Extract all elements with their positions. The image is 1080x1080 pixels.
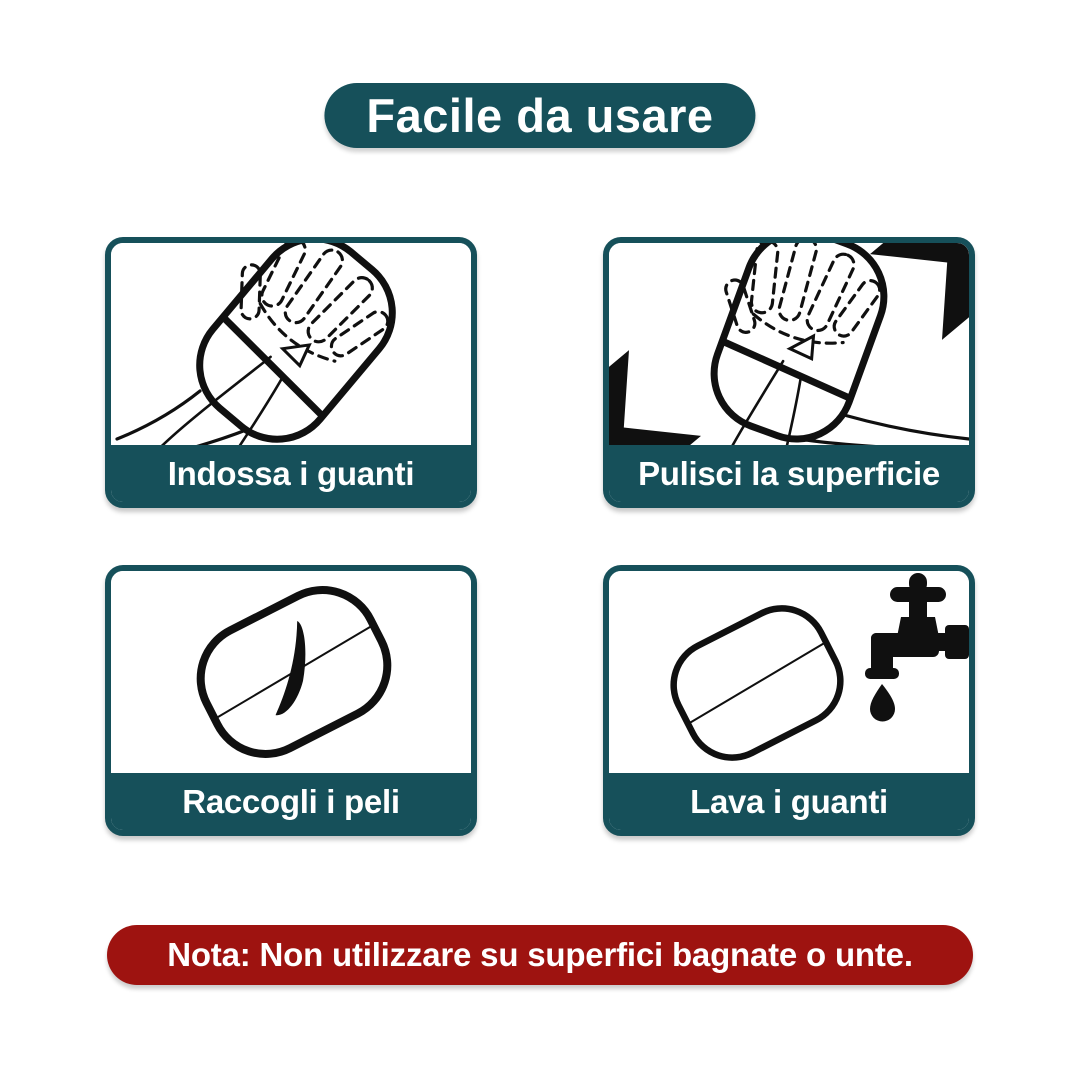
- wear-glove-icon: [111, 243, 471, 445]
- water-drop-icon: [870, 684, 895, 722]
- step-caption: Pulisci la superficie: [609, 445, 969, 502]
- faucet-icon: [865, 573, 969, 722]
- collect-hair-icon: [111, 571, 471, 773]
- wash-glove-icon: [609, 571, 969, 773]
- steps-grid: [105, 237, 975, 836]
- step-panel-clean-surface: [603, 237, 975, 508]
- step-caption: Indossa i guanti: [111, 445, 471, 502]
- step-caption: Lava i guanti: [609, 773, 969, 830]
- warning-note-bar: [107, 925, 973, 985]
- step-panel-collect-hair: [105, 565, 477, 836]
- title-badge: [324, 83, 755, 148]
- wash-gloves-illustration: [609, 571, 969, 773]
- arm-line: [117, 391, 200, 439]
- step-caption: Raccogli i peli: [111, 773, 471, 830]
- wear-gloves-illustration: [111, 243, 471, 445]
- step-panel-wash-gloves: [603, 565, 975, 836]
- clean-surface-illustration: [609, 243, 969, 445]
- page-title: Facile da usare: [366, 89, 714, 142]
- clean-surface-icon: [609, 243, 969, 445]
- step-panel-wear-gloves: [105, 237, 477, 508]
- arm-line: [844, 415, 969, 439]
- arm-line: [181, 430, 246, 445]
- collect-hair-illustration: [111, 571, 471, 773]
- warning-note-text: Nota: Non utilizzare su superfici bagnate o unte.: [167, 936, 913, 973]
